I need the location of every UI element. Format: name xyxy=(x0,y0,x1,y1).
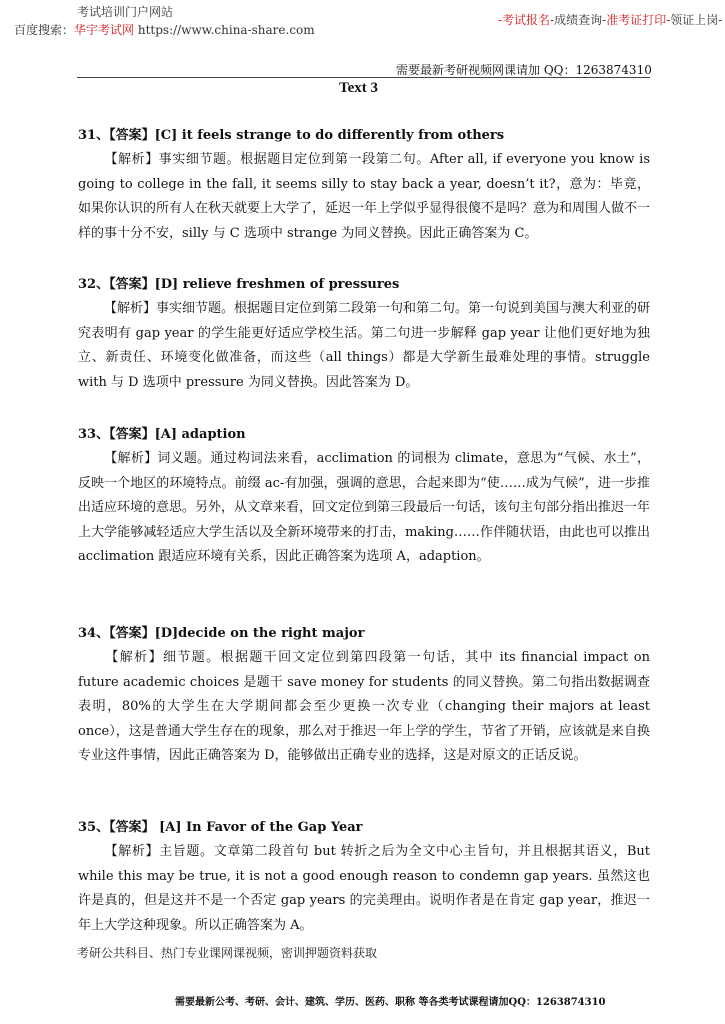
answer-head: 32、【答案】[D] relieve freshmen of pressures xyxy=(78,277,400,292)
search-hint xyxy=(14,21,315,38)
answer-31 xyxy=(78,124,650,246)
answer-head: 35、【答案】 [A] In Favor of the Gap Year xyxy=(78,820,363,835)
footer-note: 考研公共科目、热门专业课网课视频，密训押题资料获取 xyxy=(77,946,378,960)
footer-notice: 需要最新公考、考研、会计、建筑、学历、医药、职称 等各类考试课程请加QQ：1263874310 xyxy=(175,997,606,1008)
site-name: 考试培训门户网站 xyxy=(77,5,174,19)
answer-explanation: 【解析】事实细节题。根据题目定位到第一段第二句。After all, if everyone you know is going to college in the fall, it seems silly to stay back a year, doesn’t it?，意为：毕竟，如果你认识的所有人在秋天就要上大学了，延迟一年上学似乎显得很傻不是吗？意为和周围人做不一样的事十分不安，silly 与 C 选项中 strange 为同义替换。因此正确答案为 C。 xyxy=(78,152,651,241)
answer-explanation: 【解析】词义题。通过构词法来看，acclimation 的词根为 climate，意思为“气候、水土”，反映一个地区的环境特点。前缀 ac-有加强，强调的意思，合起来即为“使……成为气候”，进一步推出适应环境的意思。另外，从文章来看，回文定位到第三段最后一句话，该句主句部分指出推迟一年上大学能够减轻适应大学生活以及全新环境带来的打击，making……作伴随状语，由此也可以推出 acclimation 跟适应环境有关系，因此正确答案为选项 A，adaption。 xyxy=(78,451,651,565)
answer-head: 34、【答案】[D]decide on the right major xyxy=(78,626,365,641)
link-admission-ticket[interactable]: 准考证打印 xyxy=(606,13,667,27)
answer-head: 31、【答案】[C] it feels strange to do differently from others xyxy=(78,128,505,143)
qq-notice: 需要最新考研视频网课请加 QQ：1263874310 xyxy=(396,63,652,77)
answer-32 xyxy=(78,273,650,395)
answer-35 xyxy=(78,816,650,938)
answer-explanation: 【解析】主旨题。文章第二段首句 but 转折之后为全文中心主旨句，并且根据其语义，But while this may be true, it is not a good enough reason to condemn gap years. 虽然这也许是真的，但是这并不是一个否定 gap years 的完美理由。说明作者是在肯定 gap year，推迟一年上大学这种现象。所以正确答案为 A。 xyxy=(78,844,650,933)
header-divider xyxy=(77,77,650,78)
brand-link[interactable]: 华宇考试网 xyxy=(74,23,135,37)
link-scores[interactable]: -成绩查询- xyxy=(550,13,607,27)
answer-head: 33、【答案】[A] adaption xyxy=(78,427,246,442)
link-registration[interactable]: -考试报名 xyxy=(498,13,551,27)
search-label: 百度搜索： xyxy=(14,23,75,37)
answer-explanation: 【解析】事实细节题。根据题目定位到第二段第一句和第二句。第一句说到美国与澳大利亚的研究表明有 gap year 的学生能更好适应学校生活。第二句进一步解释 gap year 让他们更好地为独立、新责任、环境变化做准备，而这些（all things）都是大学新生最难处理的事情。struggle with 与 D 选项中 pressure 为同义替换。因此答案为 D。 xyxy=(78,301,651,390)
answer-explanation: 【解析】细节题。根据题干回文定位到第四段第一句话，其中 its financial impact on future academic choices 是题干 save money for students 的同义替换。第二句指出数据调查表明，80%的大学生在大学期间都会至少更换一次专业（changing their majors at least once），这是普通大学生存在的现象，那么对于推迟一年上学的学生，节省了开销，应该就是来自换专业这件事情，因此正确答案为 D，能够做出正确专业的选择，这是对原文的正话反说。 xyxy=(78,650,650,764)
answer-34 xyxy=(78,622,650,768)
link-certificate[interactable]: -领证上岗- xyxy=(666,13,723,27)
answer-33 xyxy=(78,423,650,569)
page-title: Text 3 xyxy=(339,80,379,96)
header-links xyxy=(498,11,722,28)
site-url[interactable]: https://www.china-share.com xyxy=(137,23,315,37)
